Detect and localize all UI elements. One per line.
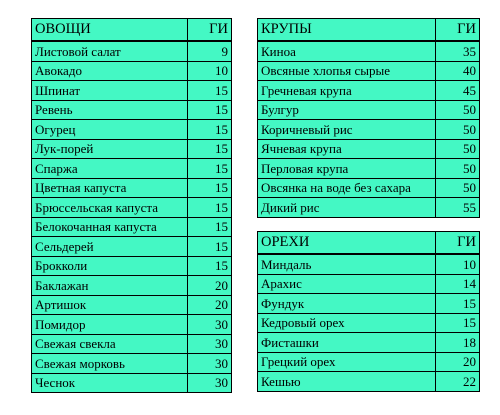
food-name-cell: Фисташки (258, 333, 436, 353)
table-row (258, 333, 480, 353)
food-name-cell: Огурец (32, 120, 188, 140)
food-name-cell: Киноа (258, 41, 436, 61)
table-row (258, 313, 480, 333)
table-row (32, 217, 232, 237)
food-name-cell: Коричневый рис (258, 120, 436, 140)
food-name-cell: Баклажан (32, 276, 188, 296)
gi-value-cell: 15 (188, 139, 232, 159)
food-name-cell: Дикий рис (258, 198, 436, 218)
gi-value-cell: 20 (188, 295, 232, 315)
table-row (32, 139, 232, 159)
gi-value-cell: 20 (188, 276, 232, 296)
table-row (32, 354, 232, 374)
gi-value-cell: 15 (188, 217, 232, 237)
table-row (32, 61, 232, 81)
gi-value-cell: 30 (188, 373, 232, 393)
grains-rows (258, 41, 480, 217)
food-name-cell: Артишок (32, 295, 188, 315)
grains-header-gi: ГИ (436, 19, 480, 42)
grains-header-row (258, 19, 480, 42)
table-row (32, 81, 232, 101)
gi-value-cell: 55 (436, 198, 480, 218)
food-name-cell: Арахис (258, 274, 436, 294)
grains-table (257, 18, 480, 218)
table-row (32, 41, 232, 61)
gi-value-cell: 50 (436, 159, 480, 179)
gi-value-cell: 15 (188, 120, 232, 140)
gi-value-cell: 22 (436, 372, 480, 392)
food-name-cell: Брюссельская капуста (32, 198, 188, 218)
gi-value-cell: 50 (436, 178, 480, 198)
table-row (258, 61, 480, 81)
food-name-cell: Помидор (32, 315, 188, 335)
food-name-cell: Спаржа (32, 159, 188, 179)
gi-value-cell: 15 (188, 256, 232, 276)
table-row (258, 274, 480, 294)
gi-value-cell: 15 (188, 159, 232, 179)
grains-header-name: КРУПЫ (258, 19, 436, 42)
table-row (32, 237, 232, 257)
gi-value-cell: 40 (436, 61, 480, 81)
vegetables-header-gi: ГИ (188, 19, 232, 42)
nuts-header-name: ОРЕХИ (258, 232, 436, 255)
table-row (32, 373, 232, 393)
food-name-cell: Сельдерей (32, 237, 188, 257)
vegetables-table (31, 18, 232, 393)
food-name-cell: Овсянка на воде без сахара (258, 178, 436, 198)
food-name-cell: Чеснок (32, 373, 188, 393)
table-row (258, 198, 480, 218)
food-name-cell: Белокочанная капуста (32, 217, 188, 237)
table-row (32, 315, 232, 335)
vegetables-header-name: ОВОЩИ (32, 19, 188, 42)
table-row (32, 256, 232, 276)
gi-value-cell: 15 (188, 81, 232, 101)
nuts-header-row (258, 232, 480, 255)
food-name-cell: Овсяные хлопья сырые (258, 61, 436, 81)
gi-value-cell: 50 (436, 100, 480, 120)
nuts-table (257, 231, 480, 392)
table-row (32, 276, 232, 296)
food-name-cell: Кешью (258, 372, 436, 392)
food-name-cell: Миндаль (258, 254, 436, 274)
vegetables-rows (32, 41, 232, 393)
food-name-cell: Ячневая крупа (258, 139, 436, 159)
gi-value-cell: 15 (188, 198, 232, 218)
table-row (258, 100, 480, 120)
gi-value-cell: 18 (436, 333, 480, 353)
gi-value-cell: 15 (188, 100, 232, 120)
gi-value-cell: 50 (436, 139, 480, 159)
food-name-cell: Лук-порей (32, 139, 188, 159)
table-row (258, 294, 480, 314)
gi-value-cell: 15 (436, 294, 480, 314)
food-name-cell: Свежая свекла (32, 334, 188, 354)
gi-value-cell: 15 (436, 313, 480, 333)
gi-value-cell: 14 (436, 274, 480, 294)
table-row (32, 334, 232, 354)
food-name-cell: Перловая крупа (258, 159, 436, 179)
gi-value-cell: 35 (436, 41, 480, 61)
table-row (258, 139, 480, 159)
table-row (258, 81, 480, 101)
gi-value-cell: 15 (188, 237, 232, 257)
gi-value-cell: 10 (188, 61, 232, 81)
table-row (258, 352, 480, 372)
food-name-cell: Ревень (32, 100, 188, 120)
gi-value-cell: 30 (188, 354, 232, 374)
table-row (258, 159, 480, 179)
food-name-cell: Брокколи (32, 256, 188, 276)
table-row (32, 100, 232, 120)
food-name-cell: Авокадо (32, 61, 188, 81)
gi-value-cell: 50 (436, 120, 480, 140)
food-name-cell: Шпинат (32, 81, 188, 101)
gi-value-cell: 15 (188, 178, 232, 198)
table-row (32, 120, 232, 140)
gi-value-cell: 20 (436, 352, 480, 372)
gi-value-cell: 30 (188, 315, 232, 335)
table-row (32, 295, 232, 315)
table-row (32, 178, 232, 198)
table-row (258, 41, 480, 61)
table-row (258, 372, 480, 392)
table-row (32, 198, 232, 218)
table-row (258, 254, 480, 274)
gi-value-cell: 45 (436, 81, 480, 101)
nuts-header-gi: ГИ (436, 232, 480, 255)
food-name-cell: Цветная капуста (32, 178, 188, 198)
food-name-cell: Кедровый орех (258, 313, 436, 333)
food-name-cell: Свежая морковь (32, 354, 188, 374)
food-name-cell: Гречневая крупа (258, 81, 436, 101)
table-row (32, 159, 232, 179)
gi-value-cell: 9 (188, 41, 232, 61)
table-row (258, 178, 480, 198)
table-row (258, 120, 480, 140)
food-name-cell: Листовой салат (32, 41, 188, 61)
food-name-cell: Булгур (258, 100, 436, 120)
food-name-cell: Фундук (258, 294, 436, 314)
gi-value-cell: 30 (188, 334, 232, 354)
nuts-rows (258, 254, 480, 391)
vegetables-header-row (32, 19, 232, 42)
food-name-cell: Грецкий орех (258, 352, 436, 372)
gi-value-cell: 10 (436, 254, 480, 274)
